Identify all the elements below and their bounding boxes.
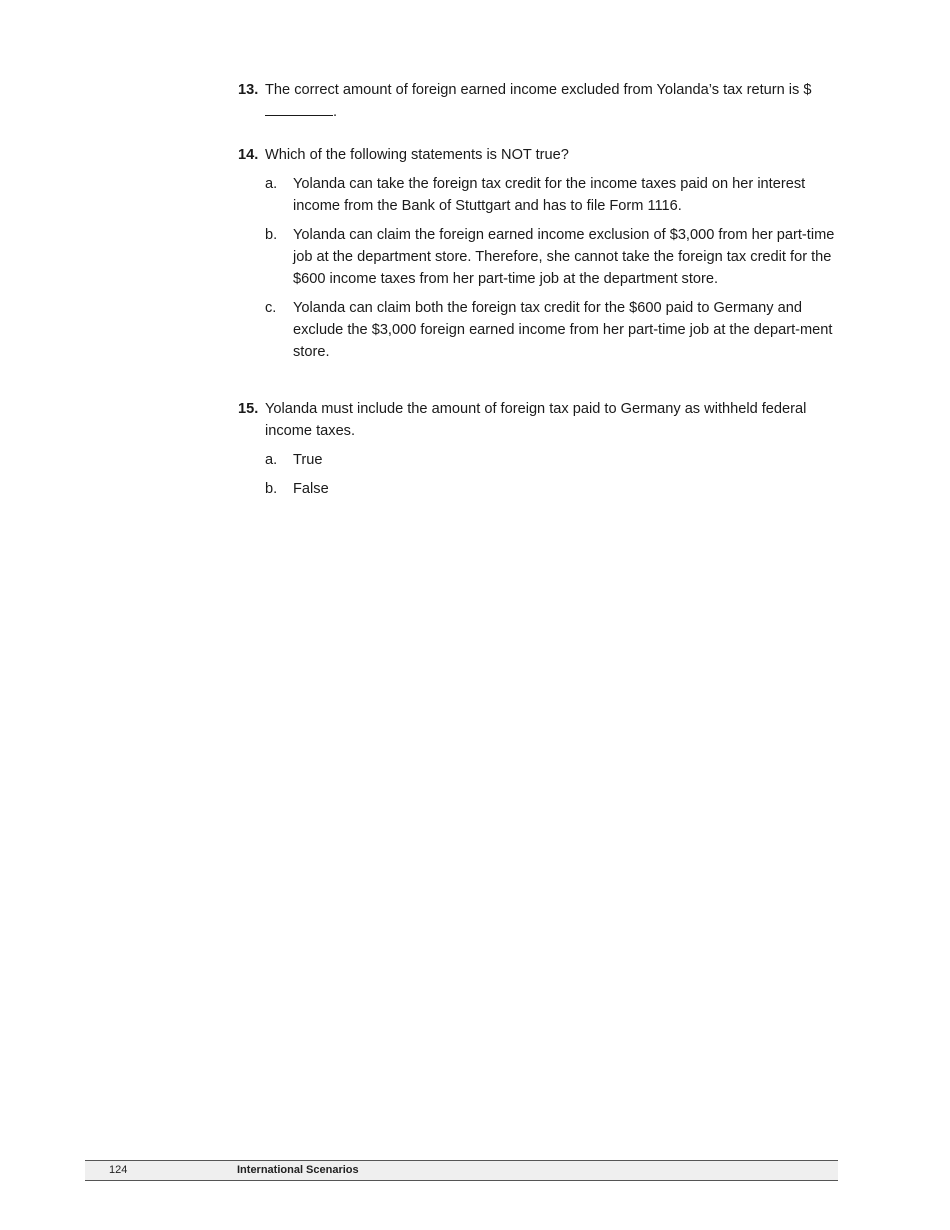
option-text: True <box>293 452 323 468</box>
option-a[interactable] <box>265 449 843 471</box>
option-text: Yolanda can claim both the foreign tax credit for the $600 paid to Germany and exclude the $3,000 foreign earned income from her part-time job at the depart-ment store. <box>293 300 833 360</box>
question-text: Yolanda must include the amount of foreign tax paid to Germany as withheld federal income taxes. <box>265 401 807 439</box>
question-13 <box>238 79 843 123</box>
option-letter: c. <box>265 300 277 316</box>
question-number: 13. <box>238 82 259 98</box>
answer-blank[interactable] <box>265 101 333 116</box>
question-text-before: The correct amount of foreign earned income excluded from Yolanda’s tax return is $ <box>265 82 812 98</box>
option-letter: a. <box>265 452 278 468</box>
option-letter: b. <box>265 227 278 243</box>
question-number: 15. <box>238 401 259 417</box>
question-14 <box>238 144 843 370</box>
option-a[interactable] <box>265 173 843 217</box>
question-text: Which of the following statements is NOT true? <box>265 147 569 163</box>
answer-options <box>265 173 843 363</box>
option-letter: b. <box>265 481 278 497</box>
option-letter: a. <box>265 176 278 192</box>
answer-options <box>265 449 843 500</box>
option-b[interactable] <box>265 224 843 290</box>
option-b[interactable] <box>265 478 843 500</box>
option-text: Yolanda can claim the foreign earned income exclusion of $3,000 from her part-time job at the department store. Therefore, she cannot take the foreign tax credit for the $600 income taxes from her part-time job at the department store. <box>293 227 835 287</box>
option-text: Yolanda can take the foreign tax credit for the income taxes paid on her interest income from the Bank of Stuttgart and has to file Form 1116. <box>293 176 806 214</box>
question-text-after: . <box>333 104 338 120</box>
question-text <box>265 79 843 123</box>
question-number: 14. <box>238 147 259 163</box>
footer-page-number: 124 <box>109 1164 128 1176</box>
page-footer <box>85 1160 838 1181</box>
question-15 <box>238 398 843 507</box>
option-text: False <box>293 481 329 497</box>
option-c[interactable] <box>265 297 843 363</box>
footer-section-title: International Scenarios <box>237 1164 359 1176</box>
